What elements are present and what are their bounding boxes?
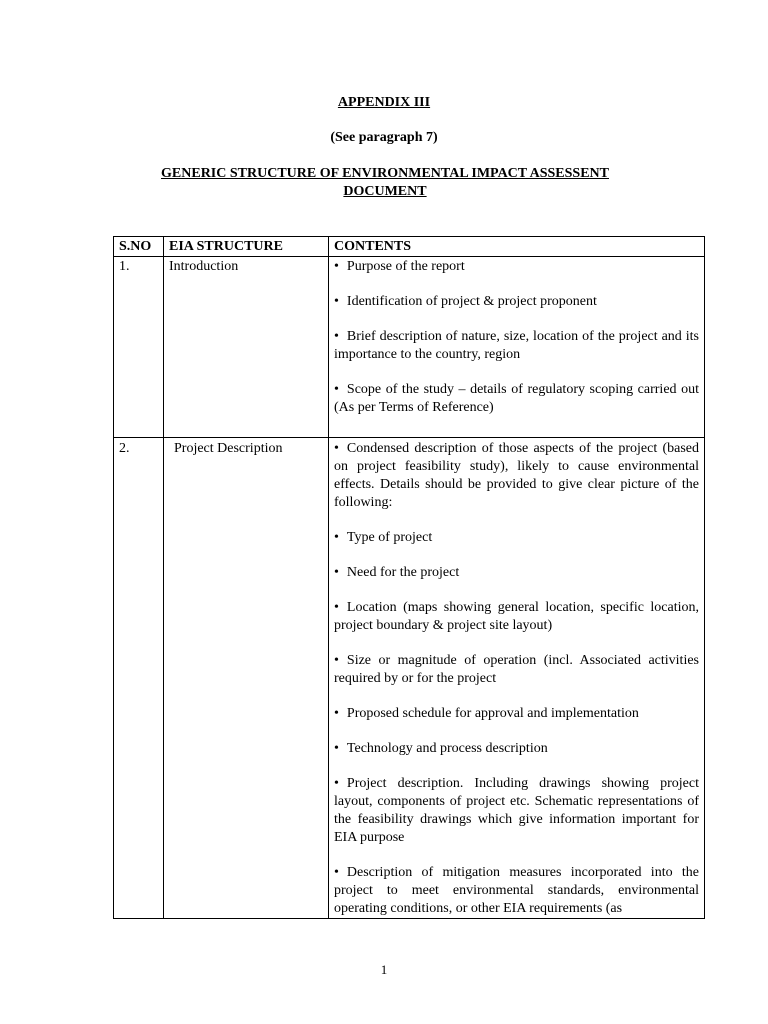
appendix-heading: APPENDIX III bbox=[337, 95, 431, 110]
row-sno: 2. bbox=[114, 438, 164, 919]
table-header-row bbox=[114, 237, 705, 257]
content-item: • Proposed schedule for approval and implementation bbox=[334, 706, 639, 721]
see-paragraph-note: (See paragraph 7) bbox=[330, 130, 438, 145]
content-item: • Purpose of the report bbox=[334, 259, 465, 274]
table-row bbox=[114, 257, 705, 438]
content-item: • Size or magnitude of operation (incl. Associated activities required by or for the project bbox=[334, 653, 699, 686]
header-contents: CONTENTS bbox=[329, 237, 705, 257]
content-item: • Need for the project bbox=[334, 565, 460, 580]
row-contents bbox=[329, 257, 705, 438]
table-row bbox=[114, 438, 705, 919]
header-sno: S.NO bbox=[114, 237, 164, 257]
content-item: • Type of project bbox=[334, 530, 433, 545]
row-structure: Introduction bbox=[164, 257, 329, 438]
content-item: • Project description. Including drawings showing project layout, components of project etc. Schematic representations of the feasibility drawings which give information important for EIA purpose bbox=[334, 776, 699, 845]
eia-structure-table bbox=[113, 236, 705, 919]
content-item: • Condensed description of those aspects of the project (based on project feasibility study), likely to cause environmental effects. Details should be provided to give clear picture of the following: bbox=[334, 441, 699, 510]
content-item: • Technology and process description bbox=[334, 741, 548, 756]
page-number: 1 bbox=[380, 962, 388, 977]
document-title: GENERIC STRUCTURE OF ENVIRONMENTAL IMPACT ASSESSENT DOCUMENT bbox=[161, 166, 609, 199]
header-eia-structure: EIA STRUCTURE bbox=[164, 237, 329, 257]
content-item: • Identification of project & project proponent bbox=[334, 294, 597, 309]
content-item: • Description of mitigation measures incorporated into the project to meet environmental standards, environmental operating conditions, or other EIA requirements (as bbox=[334, 865, 699, 916]
row-sno: 1. bbox=[114, 257, 164, 438]
row-structure: Project Description bbox=[164, 438, 329, 919]
content-item: • Brief description of nature, size, location of the project and its importance to the country, region bbox=[334, 329, 699, 362]
content-item: • Location (maps showing general location, specific location, project boundary & project site layout) bbox=[334, 600, 699, 633]
content-item: • Scope of the study – details of regulatory scoping carried out (As per Terms of Reference) bbox=[334, 382, 699, 415]
row-contents bbox=[329, 438, 705, 919]
